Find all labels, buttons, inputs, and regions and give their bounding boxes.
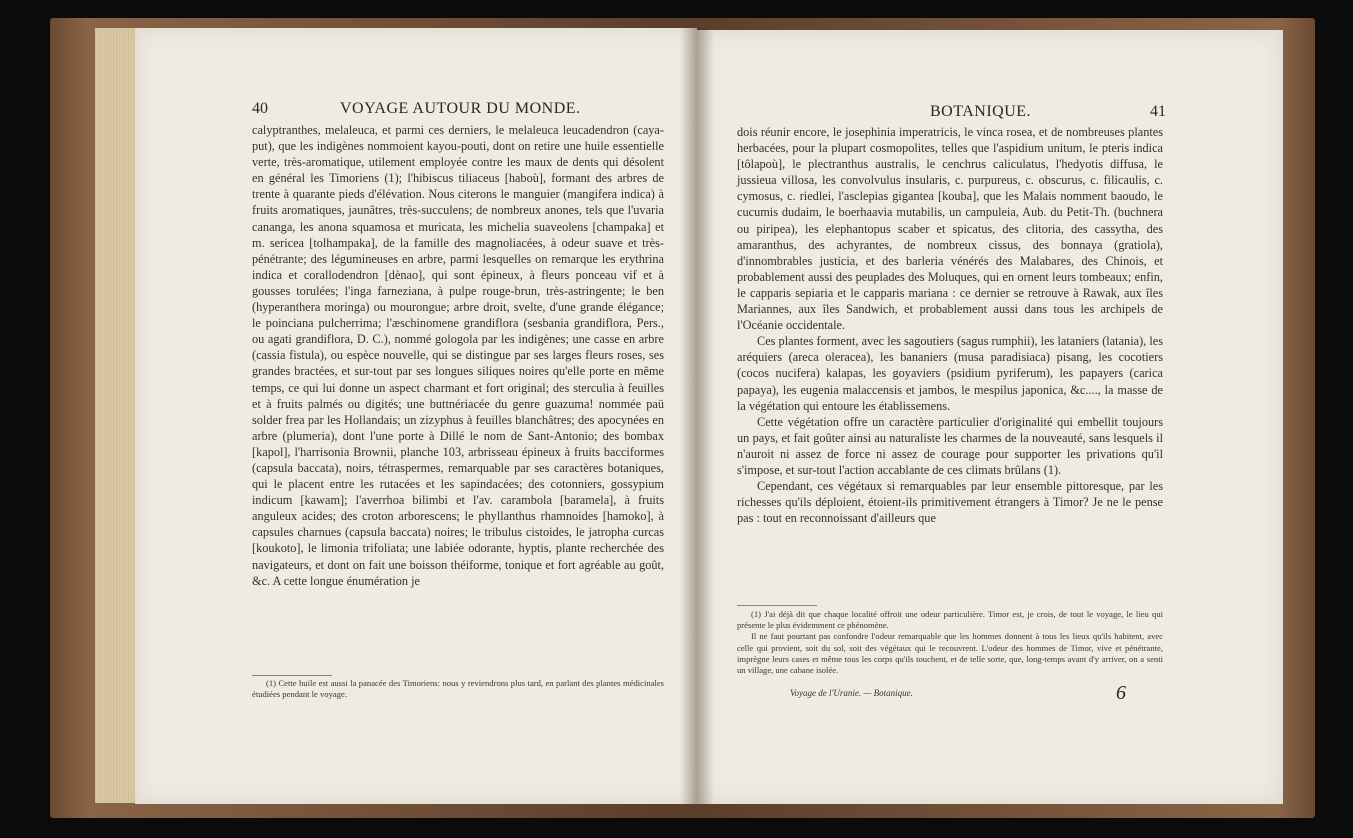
right-paragraph: dois réunir encore, le josephinia imperatricis, le vinca rosea, et de nombreuses plantes herbacées, pour la plupart cosmopolites, telles que l'aspidium unitum, le pteris indica [tôlapoù], le plectranthus australis, le cenchrus caliculatus, l'hedyotis diffusa, le jussieua villosa, les convolvulus insularis, c. purpureus, c. obscurus, c. filicaulis, c. cymosus, c. riedlei, l'asclepias gigantea [kouba], que les Malais nomment baoudo, le cucumis dudaim, le boerhaavia mutabilis, un campuleia, Aub. du Petit-Th. (buchnera ou piripea), les elephantopus scaber et spicatus, des clitoria, des cassytha, des amaranthus, des achyrantes, de nombreux cissus, des bonnaya (gratiola), d'innombrables justicia, et des barleria vénérés des Malabares, des Chinois, et probablement aussi des peuplades des Moluques, qui en ornent leurs tombeaux; enfin, le capparis sepiaria et le capparis mariana : ce dernier se retrouve à Rawak, aux îles Mariannes, aux îles Sandwich, et probablement aussi dans tous les archipels de l'Océanie occidentale. — [737, 125, 1163, 333]
right-running-head: BOTANIQUE. — [930, 103, 1032, 120]
right-footnote-rule — [737, 605, 817, 606]
left-footnote-rule — [252, 675, 332, 676]
right-paragraph: Cette végétation offre un caractère particulier d'originalité qui embellit toujours un pays, et fait goûter ainsi au naturaliste les charmes de la nouveauté, sans lesquels il n'auroit ni assez de force ni assez de courage pour supporter les privations qu'il s'impose, et sur-tout l'action accablante de ces climats brûlans (1). — [737, 414, 1163, 477]
right-body-text — [737, 124, 1163, 526]
right-paragraph: Cependant, ces végétaux si remarquables par leur ensemble pittoresque, par les richesses qu'ils déploient, étoient-ils primitivement étrangers à Timor? Je ne le pense pas : tout en reconnoissant d'ailleurs que — [737, 479, 1163, 526]
right-folio: 41 — [1150, 103, 1166, 120]
signature-mark: 6 — [1116, 682, 1126, 704]
left-footnotes — [252, 678, 664, 700]
right-footnote: (1) J'ai déjà dit que chaque localité offroit une odeur particulière. Timor est, je crois, de tout le voyage, le lieu qui présente le plus évidemment ce phénomène. — [737, 609, 1163, 631]
left-footnote: (1) Cette huile est aussi la panacée des Timoriens: nous y reviendrons plus tard, en parlant des plantes médicinales étudiées pendant le voyage. — [252, 678, 664, 700]
right-footnotes — [737, 609, 1163, 676]
left-body-text — [252, 122, 664, 589]
left-paragraph: calyptranthes, melaleuca, et parmi ces derniers, le melaleuca leucadendron (caya-put), que les indigènes nommoient kayou-pouti, dont on retire une huile essentielle verte, très-aromatique, utilement employée contre les maux de dents qui désolent en général les Timoriens (1); l'hibiscus tiliaceus [haboù], formant des arbres de trente à quarante pieds d'élévation. Nous citerons le manguier (mangifera indica) à fruits aromatiques, jaunâtres, très-succulens; de nombreux anones, tels que l'uvaria cananga, les anona squamosa et muricata, les michelia suaveolens [champaka] et m. sericea [tolhampaka], de la famille des magnoliacées, à odeur suave et très-pénétrante; des légumineuses en arbre, parmi lesquelles on remarque les erythrina indica et corallodendron [dènao], qui sont épineux, à fleurs ponceau vif et à gousses torulées; l'inga farneziana, à pulpe rouge-brun, très-astringente; le ben (hyperanthera moringa) ou mourongue; arbre droit, svelte, d'une grande élégance; le poinciana pulcherrima; l'æschinomene grandiflora (sesbania grandiflora, Pers., ou agati grandiflora, D. C.), nommé gologola par les indigènes; une casse en arbre (cassia fistula), ou espèce nouvelle, qui se distingue par ses larges fleurs roses, ses grandes bractées, et sur-tout par ses longues siliques noires qu'elle porte en même temps, ce qui lui donne un aspect charmant et fort original; des sterculia à feuilles et à fruits palmés ou digités; une buttnériacée du genre guazuma! nommée paü solder frea par les Hollandais; un zizyphus à feuilles blanchâtres; des apocynées en arbre (plumeria), dont l'une porte à Dillé le nom de Sant-Antonio; des bombax [kapol], l'harrisonia Brownii, planche 103, arbrisseau épineux à fruits bacciformes (capsula baccata), noirs, tétraspermes, remarquable par ses caractères botaniques, qui le placent entre les rutacées et les sapindacées; des cotonniers, gossypium indicum [kawam]; l'averrhoa bilimbi et l'av. carambola [baramela], à fruits anguleux acides; des croton arborescens; le phyllanthus rhamnoides [hamoko], à capsules charnues (capsula baccata) noires; le tribulus cistoides, le jatropha curcas [koukoto], le limonia trifoliata; une labiée odorante, hyptis, plante recherchée des navigateurs, et dont on fait une boisson théiforme, tonique et fort agréable au goût, &c. A cette longue énumération je — [252, 123, 664, 588]
left-folio: 40 — [252, 100, 268, 117]
right-footnote: Il ne faut pourtant pas confondre l'odeur remarquable que les hommes donnent à tous les lieux qu'ils habitent, avec celle qui provient, soit du sol, soit des végétaux qui le recouvrent. L'odeur des hommes de Timor, vive et pénétrante, imprègne leurs cases et même tous les corps qu'ils touchent, et de telle sorte, que, long-temps avant d'y arriver, on a senti un village, une cabane isolée. — [737, 631, 1163, 676]
bottom-caption: Voyage de l'Uranie. — Botanique. — [790, 688, 913, 698]
book-gutter — [680, 28, 714, 804]
page-edges — [95, 28, 137, 803]
right-paragraph: Ces plantes forment, avec les sagoutiers (sagus rumphii), les lataniers (latania), les aréquiers (areca oleracea), les bananiers (musa paradisiaca) pisang, les cocotiers (cocos nucifera) kalapas, les goyaviers (psidium pyriferum), les papayers (carica papaya), les eugenia malaccensis et jambos, le mespilus japonica, &c...., la masse de la végétation qui entoure les établissemens. — [737, 334, 1163, 413]
left-running-head: VOYAGE AUTOUR DU MONDE. — [340, 100, 581, 117]
